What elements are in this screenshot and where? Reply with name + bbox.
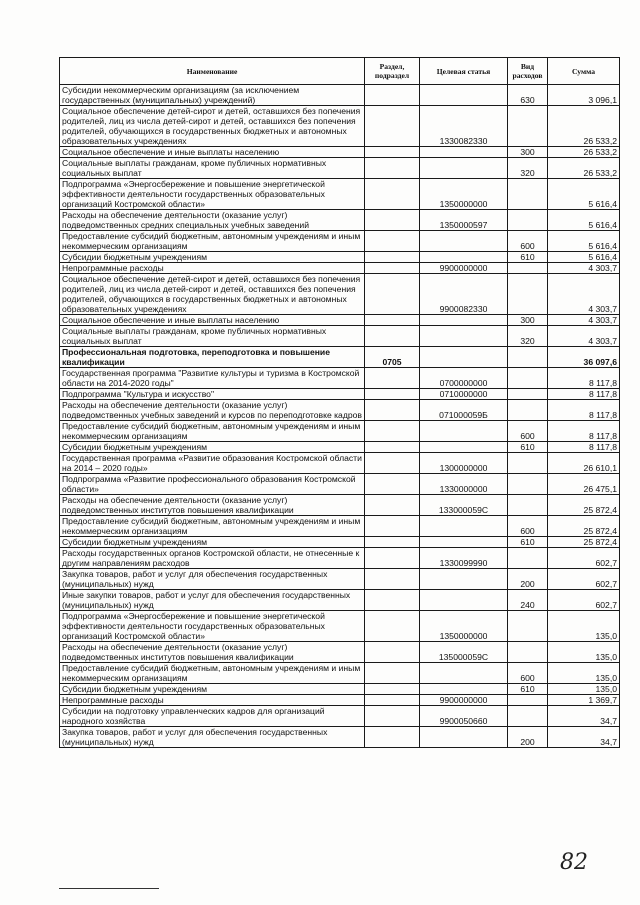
row-type	[508, 474, 548, 495]
row-sum: 8 117,8	[548, 421, 620, 442]
table-row	[60, 326, 620, 347]
row-sum: 25 872,4	[548, 537, 620, 548]
row-type: 630	[508, 85, 548, 106]
table-body	[60, 85, 620, 748]
table-row	[60, 442, 620, 453]
row-name: Социальное обеспечение детей-сирот и детей, оставшихся без попечения родителей, лиц из числа детей-сирот и детей, оставшихся без попечения родителей, обучающихся в государственных бюджетных и автономных образовательных учреждениях	[60, 106, 365, 147]
row-section	[365, 642, 420, 663]
row-section	[365, 368, 420, 389]
row-type	[508, 106, 548, 147]
row-name: Государственная программа «Развитие образования Костромской области на 2014 – 2020 годы»	[60, 453, 365, 474]
table-row	[60, 548, 620, 569]
row-type	[508, 179, 548, 210]
row-name: Субсидии некоммерческим организациям (за исключением государственных (муниципальных) учреждений)	[60, 85, 365, 106]
row-sum: 602,7	[548, 548, 620, 569]
row-section	[365, 106, 420, 147]
row-target	[420, 315, 508, 326]
row-sum: 8 117,8	[548, 389, 620, 400]
row-target	[420, 231, 508, 252]
row-type: 610	[508, 537, 548, 548]
row-type: 300	[508, 147, 548, 158]
row-name: Подпрограмма "Культура и искусство"	[60, 389, 365, 400]
row-section	[365, 453, 420, 474]
row-type	[508, 400, 548, 421]
row-sum: 4 303,7	[548, 263, 620, 274]
row-type	[508, 611, 548, 642]
table-row	[60, 684, 620, 695]
row-target: 0710000000	[420, 389, 508, 400]
row-target	[420, 326, 508, 347]
row-name: Государственная программа "Развитие культуры и туризма в Костромской области на 2014-2020 годы"	[60, 368, 365, 389]
row-sum: 34,7	[548, 706, 620, 727]
row-target	[420, 663, 508, 684]
row-target: 9900000000	[420, 695, 508, 706]
row-type: 600	[508, 516, 548, 537]
row-name: Социальное обеспечение и иные выплаты населению	[60, 315, 365, 326]
row-target	[420, 590, 508, 611]
row-section	[365, 210, 420, 231]
row-section: 0705	[365, 347, 420, 368]
row-section	[365, 315, 420, 326]
row-target	[420, 684, 508, 695]
row-name: Предоставление субсидий бюджетным, автономным учреждениям и иным некоммерческим организациям	[60, 421, 365, 442]
row-section	[365, 516, 420, 537]
table-row	[60, 252, 620, 263]
row-name: Непрограммные расходы	[60, 695, 365, 706]
row-section	[365, 569, 420, 590]
header-section: Раздел, подраздел	[365, 58, 420, 85]
row-type	[508, 706, 548, 727]
row-sum: 135,0	[548, 611, 620, 642]
table-row	[60, 315, 620, 326]
row-sum: 8 117,8	[548, 442, 620, 453]
row-section	[365, 706, 420, 727]
row-sum: 1 369,7	[548, 695, 620, 706]
table-row	[60, 474, 620, 495]
row-sum: 3 096,1	[548, 85, 620, 106]
row-section	[365, 179, 420, 210]
table-row	[60, 231, 620, 252]
row-type	[508, 347, 548, 368]
row-target	[420, 442, 508, 453]
row-sum: 4 303,7	[548, 274, 620, 315]
row-target: 9900050660	[420, 706, 508, 727]
row-name: Субсидии бюджетным учреждениям	[60, 252, 365, 263]
row-type: 320	[508, 158, 548, 179]
row-sum: 135,0	[548, 642, 620, 663]
row-name: Субсидии бюджетным учреждениям	[60, 442, 365, 453]
row-type: 300	[508, 315, 548, 326]
row-type: 200	[508, 569, 548, 590]
row-sum: 4 303,7	[548, 326, 620, 347]
row-section	[365, 442, 420, 453]
row-sum: 26 475,1	[548, 474, 620, 495]
row-name: Расходы государственных органов Костромской области, не отнесенные к другим направлениям расходов	[60, 548, 365, 569]
row-target: 1330099990	[420, 548, 508, 569]
table-row	[60, 537, 620, 548]
row-target: 1300000000	[420, 453, 508, 474]
row-target	[420, 569, 508, 590]
row-type	[508, 368, 548, 389]
row-name: Расходы на обеспечение деятельности (оказание услуг) подведомственных средних специальных учебных заведений	[60, 210, 365, 231]
table-row	[60, 642, 620, 663]
table-row	[60, 495, 620, 516]
table-row	[60, 706, 620, 727]
row-section	[365, 663, 420, 684]
row-sum: 26 533,2	[548, 147, 620, 158]
row-sum: 5 616,4	[548, 231, 620, 252]
row-target	[420, 158, 508, 179]
row-section	[365, 274, 420, 315]
table-header-row	[60, 58, 620, 85]
row-type	[508, 695, 548, 706]
table-row	[60, 368, 620, 389]
row-name: Субсидии бюджетным учреждениям	[60, 537, 365, 548]
table-row	[60, 179, 620, 210]
row-target: 071000059Б	[420, 400, 508, 421]
row-name: Профессиональная подготовка, переподготовка и повышение квалификации	[60, 347, 365, 368]
table-row	[60, 210, 620, 231]
row-name: Социальное обеспечение и иные выплаты населению	[60, 147, 365, 158]
row-section	[365, 231, 420, 252]
table-row	[60, 611, 620, 642]
row-section	[365, 263, 420, 274]
table-row	[60, 274, 620, 315]
row-sum: 8 117,8	[548, 400, 620, 421]
row-type	[508, 389, 548, 400]
table-row	[60, 663, 620, 684]
row-target	[420, 421, 508, 442]
table-row	[60, 85, 620, 106]
row-sum: 26 610,1	[548, 453, 620, 474]
row-name: Расходы на обеспечение деятельности (оказание услуг) подведомственных учебных заведений и курсов по переподготовке кадров	[60, 400, 365, 421]
row-name: Предоставление субсидий бюджетным, автономным учреждениям и иным некоммерческим организациям	[60, 663, 365, 684]
row-section	[365, 389, 420, 400]
table-row	[60, 421, 620, 442]
row-target	[420, 347, 508, 368]
row-target: 1330082330	[420, 106, 508, 147]
row-name: Расходы на обеспечение деятельности (оказание услуг) подведомственных институтов повышения квалификации	[60, 642, 365, 663]
row-section	[365, 400, 420, 421]
header-type: Вид расходов	[508, 58, 548, 85]
row-target: 0700000000	[420, 368, 508, 389]
row-section	[365, 147, 420, 158]
row-target: 1350000597	[420, 210, 508, 231]
row-name: Иные закупки товаров, работ и услуг для обеспечения государственных (муниципальных) нужд	[60, 590, 365, 611]
row-target: 9900000000	[420, 263, 508, 274]
row-sum: 135,0	[548, 684, 620, 695]
row-type	[508, 453, 548, 474]
row-section	[365, 421, 420, 442]
row-target	[420, 147, 508, 158]
header-target: Целевая статья	[420, 58, 508, 85]
row-target: 1350000000	[420, 179, 508, 210]
row-name: Расходы на обеспечение деятельности (оказание услуг) подведомственных институтов повышения квалификации	[60, 495, 365, 516]
row-sum: 4 303,7	[548, 315, 620, 326]
row-name: Субсидии бюджетным учреждениям	[60, 684, 365, 695]
footnote-divider	[59, 888, 159, 889]
row-sum: 5 616,4	[548, 179, 620, 210]
table-row	[60, 263, 620, 274]
row-name: Предоставление субсидий бюджетным, автономным учреждениям и иным некоммерческим организациям	[60, 231, 365, 252]
table-row	[60, 347, 620, 368]
row-section	[365, 158, 420, 179]
header-sum: Сумма	[548, 58, 620, 85]
row-type: 600	[508, 421, 548, 442]
row-sum: 26 533,2	[548, 106, 620, 147]
row-sum: 602,7	[548, 569, 620, 590]
row-section	[365, 326, 420, 347]
row-name: Подпрограмма «Энергосбережение и повышение энергетической эффективности деятельности государственных образовательных организаций Костромской области»	[60, 179, 365, 210]
row-target: 133000059С	[420, 495, 508, 516]
row-sum: 135,0	[548, 663, 620, 684]
row-section	[365, 590, 420, 611]
table-row	[60, 389, 620, 400]
row-name: Подпрограмма «Развитие профессионального образования Костромской области»	[60, 474, 365, 495]
row-section	[365, 85, 420, 106]
row-section	[365, 252, 420, 263]
row-section	[365, 611, 420, 642]
table-row	[60, 400, 620, 421]
row-sum: 25 872,4	[548, 516, 620, 537]
table-row	[60, 590, 620, 611]
row-name: Социальные выплаты гражданам, кроме публичных нормативных социальных выплат	[60, 158, 365, 179]
row-name: Закупка товаров, работ и услуг для обеспечения государственных (муниципальных) нужд	[60, 727, 365, 748]
row-type	[508, 263, 548, 274]
row-sum: 602,7	[548, 590, 620, 611]
table-row	[60, 158, 620, 179]
row-section	[365, 727, 420, 748]
row-section	[365, 474, 420, 495]
row-target	[420, 85, 508, 106]
table-row	[60, 453, 620, 474]
row-section	[365, 695, 420, 706]
handwritten-page-number: 82	[560, 850, 588, 875]
row-sum: 26 533,2	[548, 158, 620, 179]
header-name: Наименование	[60, 58, 365, 85]
row-target: 1330000000	[420, 474, 508, 495]
row-section	[365, 548, 420, 569]
row-name: Непрограммные расходы	[60, 263, 365, 274]
row-target: 135000059С	[420, 642, 508, 663]
row-sum: 34,7	[548, 727, 620, 748]
row-sum: 8 117,8	[548, 368, 620, 389]
row-target	[420, 537, 508, 548]
table-row	[60, 569, 620, 590]
table-row	[60, 695, 620, 706]
table-row	[60, 516, 620, 537]
table-row	[60, 147, 620, 158]
row-name: Предоставление субсидий бюджетным, автономным учреждениям и иным некоммерческим организациям	[60, 516, 365, 537]
row-target: 9900082330	[420, 274, 508, 315]
row-name: Субсидии на подготовку управленческих кадров для организаций народного хозяйства	[60, 706, 365, 727]
row-section	[365, 684, 420, 695]
row-target	[420, 727, 508, 748]
row-sum: 5 616,4	[548, 252, 620, 263]
row-type	[508, 548, 548, 569]
row-name: Социальные выплаты гражданам, кроме публичных нормативных социальных выплат	[60, 326, 365, 347]
row-type: 240	[508, 590, 548, 611]
row-type	[508, 210, 548, 231]
row-sum: 25 872,4	[548, 495, 620, 516]
row-name: Социальное обеспечение детей-сирот и детей, оставшихся без попечения родителей, лиц из числа детей-сирот и детей, оставшихся без попечения родителей, обучающихся в государственных бюджетных и автономных образовательных учреждениях	[60, 274, 365, 315]
row-section	[365, 537, 420, 548]
row-sum: 36 097,6	[548, 347, 620, 368]
row-type	[508, 274, 548, 315]
row-type: 600	[508, 231, 548, 252]
row-type	[508, 495, 548, 516]
row-type: 610	[508, 442, 548, 453]
row-target	[420, 516, 508, 537]
row-type	[508, 642, 548, 663]
row-section	[365, 495, 420, 516]
row-type: 200	[508, 727, 548, 748]
table-row	[60, 106, 620, 147]
row-sum: 5 616,4	[548, 210, 620, 231]
row-target	[420, 252, 508, 263]
row-name: Подпрограмма «Энергосбережение и повышение энергетической эффективности деятельности государственных образовательных организаций Костромской области»	[60, 611, 365, 642]
row-name: Закупка товаров, работ и услуг для обеспечения государственных (муниципальных) нужд	[60, 569, 365, 590]
row-type: 320	[508, 326, 548, 347]
row-type: 600	[508, 663, 548, 684]
row-target: 1350000000	[420, 611, 508, 642]
row-type: 610	[508, 252, 548, 263]
row-type: 610	[508, 684, 548, 695]
budget-table	[59, 57, 620, 748]
table-row	[60, 727, 620, 748]
